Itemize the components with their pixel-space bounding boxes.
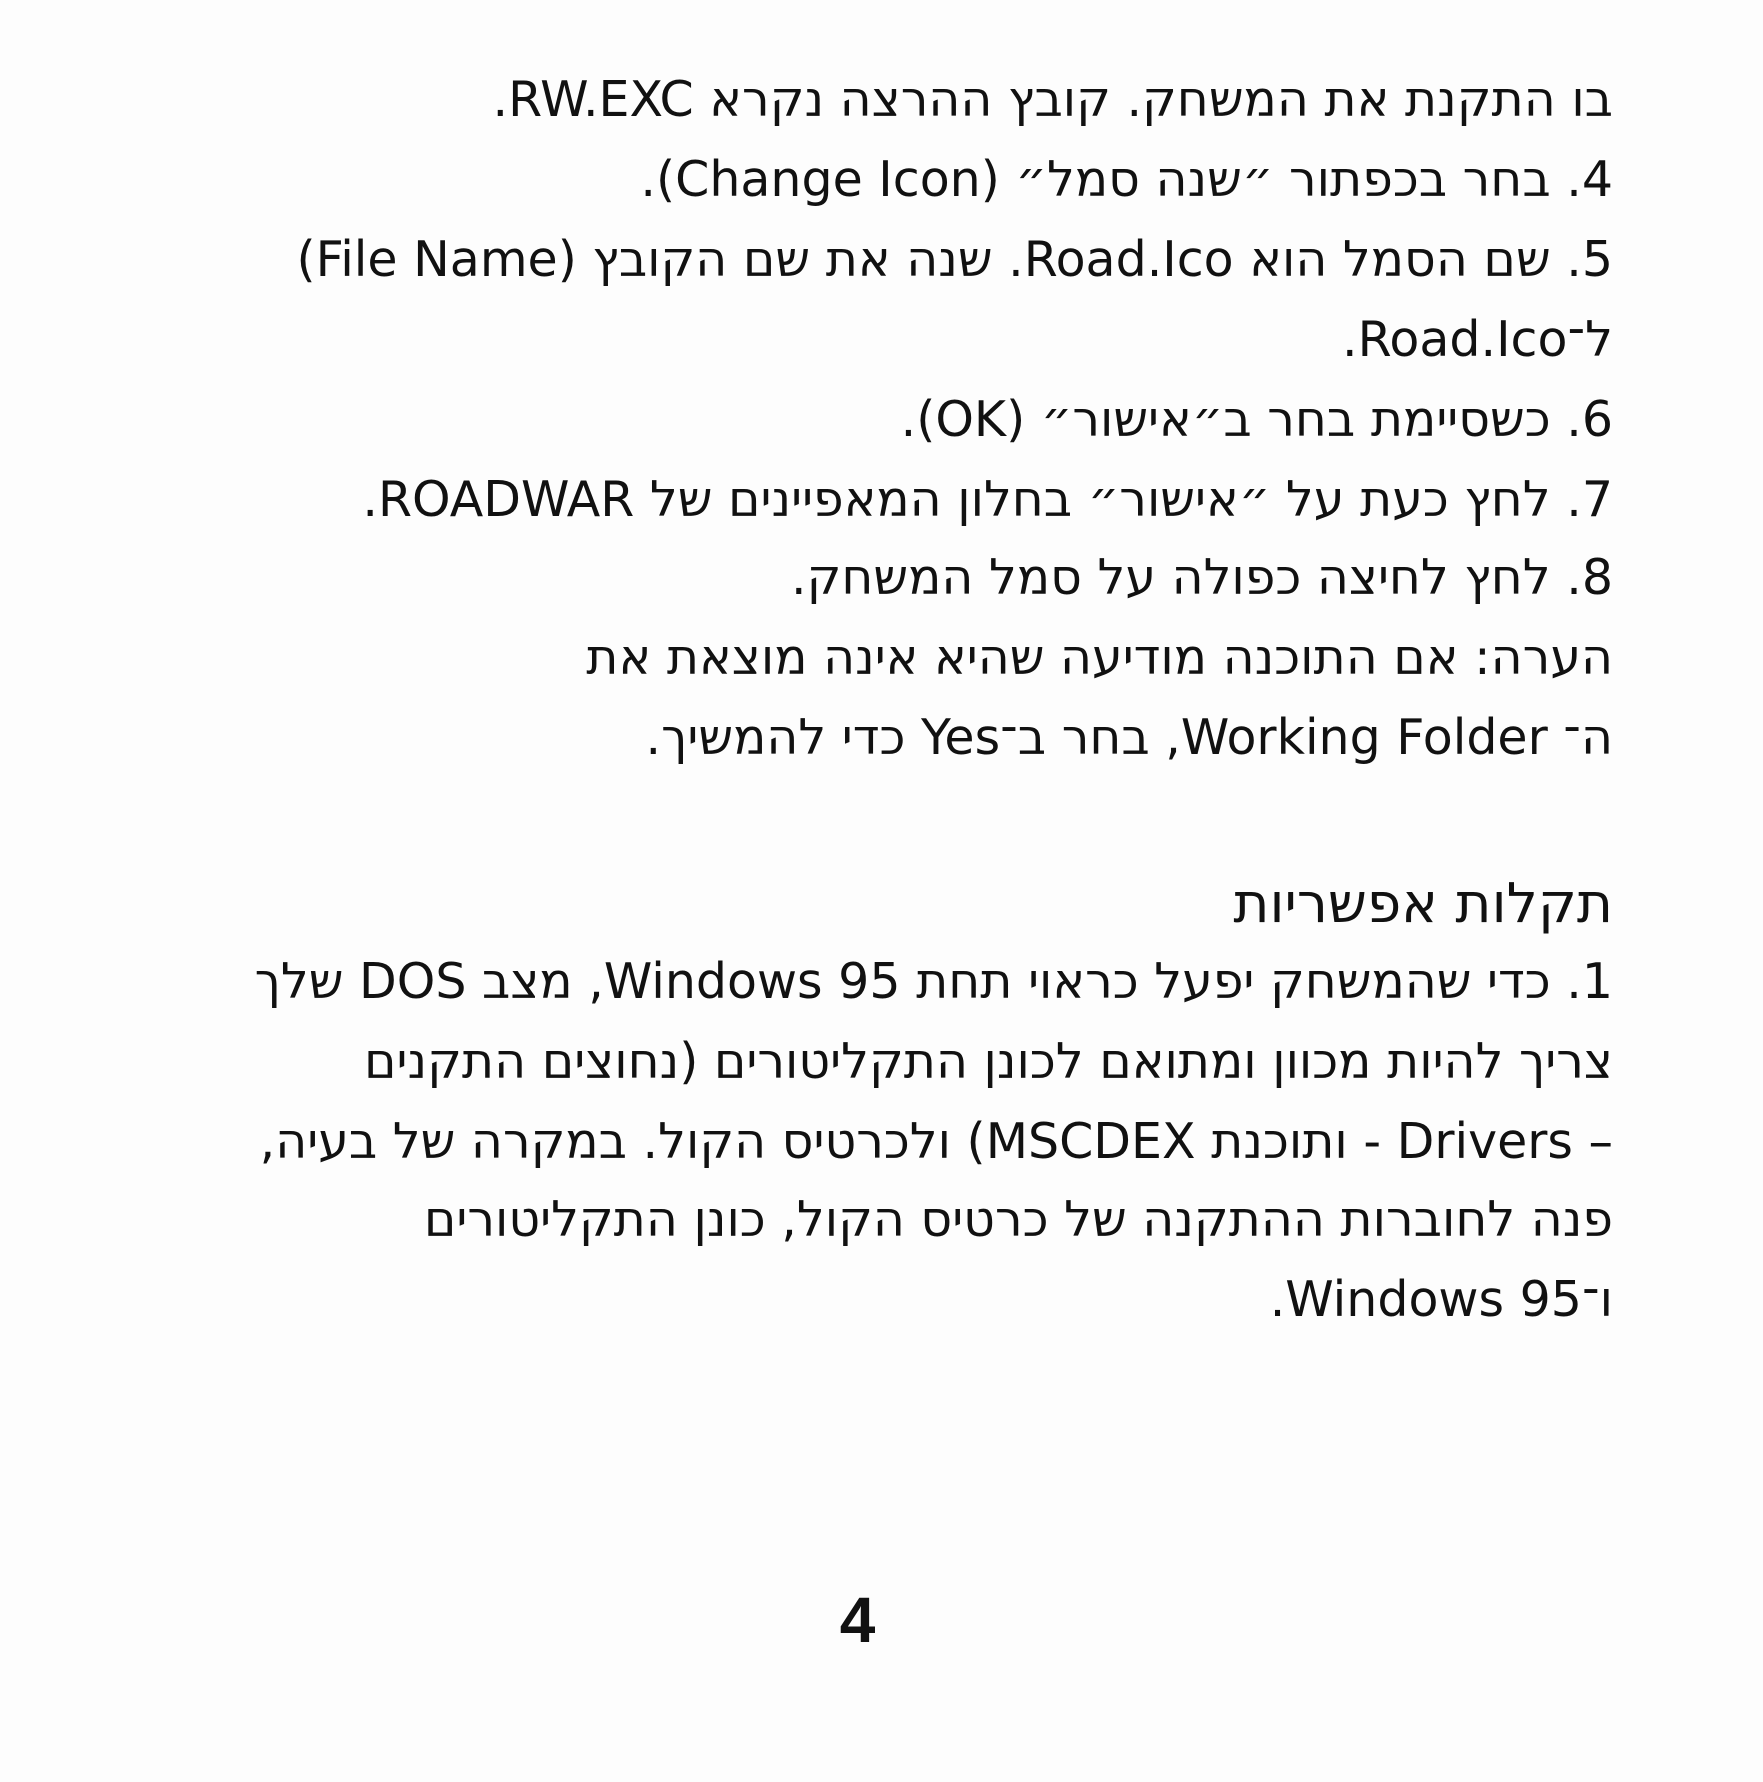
instruction-step-5-cont: ל־Road.Ico. — [1341, 311, 1613, 368]
instruction-step-8: 8. לחץ לחיצה כפולה על סמל המשחק. — [791, 549, 1613, 606]
troubleshooting-line: 1. כדי שהמשחק יפעל כראוי תחת Windows 95, מצב DOS שלך — [254, 953, 1613, 1010]
troubleshooting-line: – Drivers - ותוכנת MSCDEX) ולכרטיס הקול. במקרה של בעיה, — [259, 1113, 1613, 1170]
instruction-step-7: 7. לחץ כעת על ״אישור״ בחלון המאפיינים של ROADWAR. — [362, 471, 1613, 528]
instruction-line: בו התקנת את המשחק. קובץ ההרצה נקרא RW.EXC. — [492, 71, 1613, 128]
troubleshooting-line: צריך להיות מכוון ומתואם לכונן התקליטורים (נחוצים התקנים — [364, 1033, 1613, 1090]
note-line-cont: ה־ Working Folder, בחר ב־Yes כדי להמשיך. — [645, 709, 1613, 766]
note-line: הערה: אם התוכנה מודיעה שהיא אינה מוצאת את — [586, 629, 1613, 686]
instruction-step-5: 5. שם הסמל הוא Road.Ico. שנה את שם הקובץ (File Name) — [296, 231, 1613, 288]
troubleshooting-line: פנה לחוברות ההתקנה של כרטיס הקול, כונן התקליטורים — [423, 1191, 1613, 1248]
instruction-step-4: 4. בחר בכפתור ״שנה סמל״ (Change Icon). — [640, 151, 1613, 208]
instruction-step-6: 6. כשסיימת בחר ב״אישור״ (OK). — [900, 391, 1613, 448]
page-number: 4 — [839, 1584, 876, 1656]
troubleshooting-line: ו־Windows 95. — [1269, 1271, 1613, 1328]
section-heading: תקלות אפשריות — [1233, 871, 1613, 935]
